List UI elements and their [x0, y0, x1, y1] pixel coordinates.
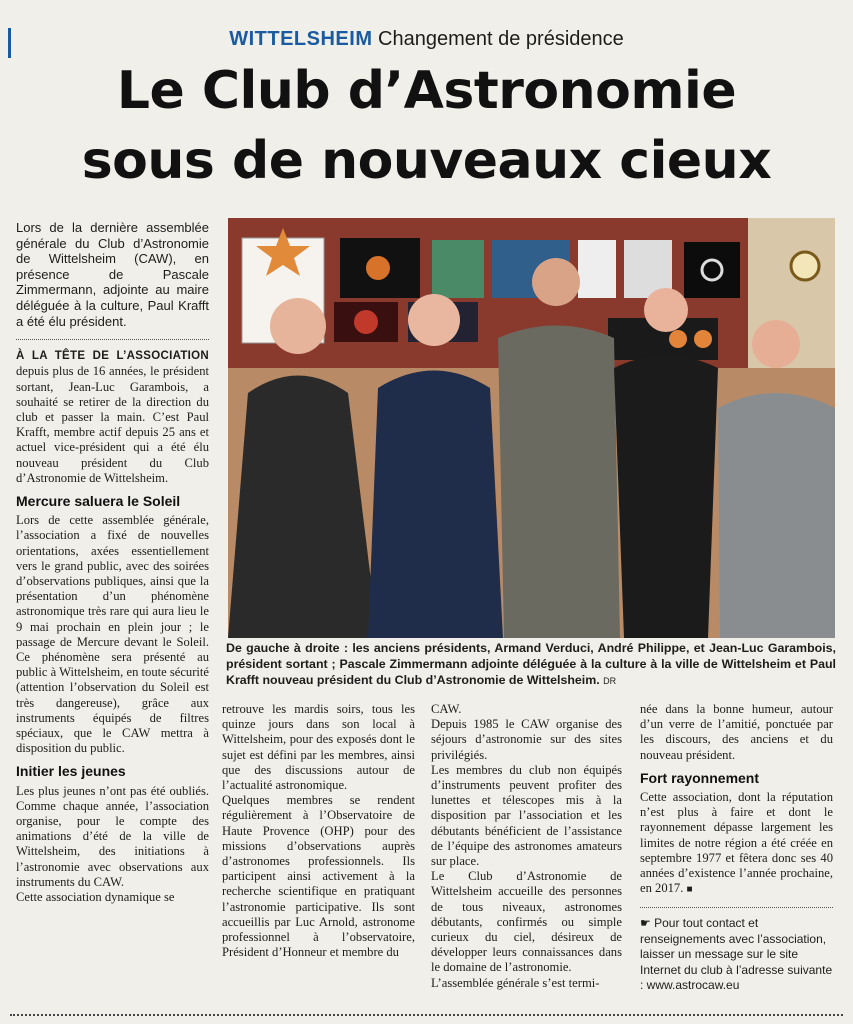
- subhead-mercure: Mercure saluera le Soleil: [16, 492, 181, 509]
- kicker-topic: Changement de présidence: [378, 28, 624, 50]
- person-jean-luc-garambois: [498, 326, 620, 639]
- photo-illustration: [228, 218, 835, 638]
- col3-paragraph-1: CAW.: [431, 702, 462, 716]
- bottom-rule: [10, 1014, 843, 1016]
- section-association-caps: À LA TÊTE DE L’ASSOCIATION: [16, 350, 209, 363]
- headline: [0, 56, 853, 196]
- section-mercure-text: Lors de cette assemblée générale, l’association a fixé de nouvelles orientations, axées essentiellement vers le grand public, avec des soirées d’observations publiques, ainsi que la présentation d’un phénomène astronomique très rare qui aura lieu le 9 mai prochain en plein jour ; le passage de Mercure devant le Soleil. Ce phénomène sera présenté au public à Wittelsheim, en toute sécurité (attention l’observation du Soleil est très dangereuse), grâce aux instruments équipés de filtres spéciaux, que le CAW mettra à disposition du public.: [16, 513, 210, 756]
- section-association: [16, 348, 209, 486]
- col4-paragraph-2-text: Cette association, dont la réputation n’est plus à faire et dont le rayonnement dépasse largement les limites de notre région a été créée en septembre 1977 et fêtera donc ses 40 années d’existence l’année prochaine, en 2017.: [640, 790, 833, 896]
- col3-paragraph-2: Depuis 1985 le CAW organise des séjours d’astronomie sur des sites privilégiés.: [431, 717, 622, 762]
- person-pascale-zimmermann: [614, 356, 718, 639]
- end-mark: ■: [686, 884, 693, 896]
- column-left: [16, 220, 209, 905]
- kicker: [0, 28, 853, 51]
- section-association-text: depuis plus de 16 années, le président sortant, Jean-Luc Garambois, a souhaité se retirer de la direction du club et passer la main. C’est Paul Krafft, membre actif depuis 25 ans et actuel vice-président qui a été élu nouveau président du Club d’Astronomie de Wittelsheim.: [16, 364, 209, 485]
- col3-paragraph-4: Le Club d’Astronomie de Wittelsheim accueille des personnes de tous niveaux, astronomes débutants, confirmés ou simple curieux du ciel, désireux de développer leurs connaissances dans le domaine de l’astronomie.: [431, 869, 622, 975]
- col3-paragraph-5: L’assemblée générale s’est termi-: [431, 975, 600, 990]
- contact-info: [640, 916, 833, 994]
- col3-paragraph-3: Les membres du club non équipés d’instruments peuvent profiter des lunettes et télescopes mis à la disposition par l’association et les débutants bénéficient de l’assistance de l’équipe des astronomes amateurs sur place.: [431, 762, 622, 869]
- headline-line-2: sous de nouveaux cieux: [81, 131, 772, 191]
- caption-text: De gauche à droite : les anciens présidents, Armand Verduci, André Philippe, et Jean-Luc Garambois, président sortant ; Pascale Zimmermann adjointe déléguée à la culture à la ville de Wittelsheim et Paul Krafft nouveau président du Club d’Astronomie de Wittelsheim.: [226, 641, 836, 687]
- group-photo: [228, 218, 835, 638]
- column-2: [222, 702, 415, 960]
- column-3: [431, 702, 622, 991]
- photo-credit: DR: [603, 676, 617, 686]
- section-jeunes-text-2: Cette association dynamique se: [16, 890, 175, 905]
- col4-paragraph-1: née dans la bonne humeur, autour d’un verre de l’amitié, ponctuée par les discours, des anciens et du nouveau président.: [640, 702, 833, 762]
- kicker-place: WITTELSHEIM: [229, 28, 373, 50]
- wall-clock: [791, 252, 819, 280]
- dotted-divider: [16, 339, 209, 340]
- lead-paragraph: Lors de la dernière assemblée générale du Club d’Astronomie de Wittelsheim (CAW), en présence de Pascale Zimmermann, adjointe au maire déléguée à la culture, Paul Krafft a été élu président.: [16, 220, 209, 329]
- person-paul-krafft: [718, 393, 835, 638]
- section-jeunes-text: Les plus jeunes n’ont pas été oubliés. Comme chaque année, l’association organise, pour le compte des animations d’été de la ville de Wittelsheim, des initiations à l’astronomie avec observations aux instruments du CAW.: [16, 783, 209, 889]
- pointing-hand-icon: ☛: [640, 916, 651, 931]
- planet-image: [366, 256, 390, 280]
- col2-paragraph-2: Quelques membres se rendent régulièrement à l’Observatoire de Haute Provence (OHP) pour des missions d’observations auprès d’astronomes professionnels. Ils participent ainsi activement à la recherche scientifique en pratiquant l’astronomie participative. Ils sont accueillis par Luc Arnold, astronome professionnel à l’observatoire, Président d’Honneur et membre du: [222, 793, 415, 960]
- contact-info-text: Pour tout contact et renseignements avec l’association, laisser un message sur le site Internet du club à l’adresse suivante : www.astrocaw.eu: [640, 916, 833, 993]
- dotted-divider-info: [640, 907, 833, 908]
- photo-caption: [226, 640, 836, 689]
- person-andre-philippe: [368, 371, 503, 639]
- col2-paragraph-1: retrouve les mardis soirs, tous les quinze jours dans son local à Wittelsheim, pour des exposés dont le sujet est défini par les membres, ainsi que des discussions autour de l’actualité astronomique.: [222, 702, 415, 793]
- headline-line-1: Le Club d’Astronomie: [116, 61, 737, 121]
- subhead-jeunes: Initier les jeunes: [16, 763, 126, 780]
- column-4: [640, 702, 833, 994]
- col4-paragraph-2: [640, 790, 833, 897]
- subhead-rayonnement: Fort rayonnement: [640, 769, 760, 786]
